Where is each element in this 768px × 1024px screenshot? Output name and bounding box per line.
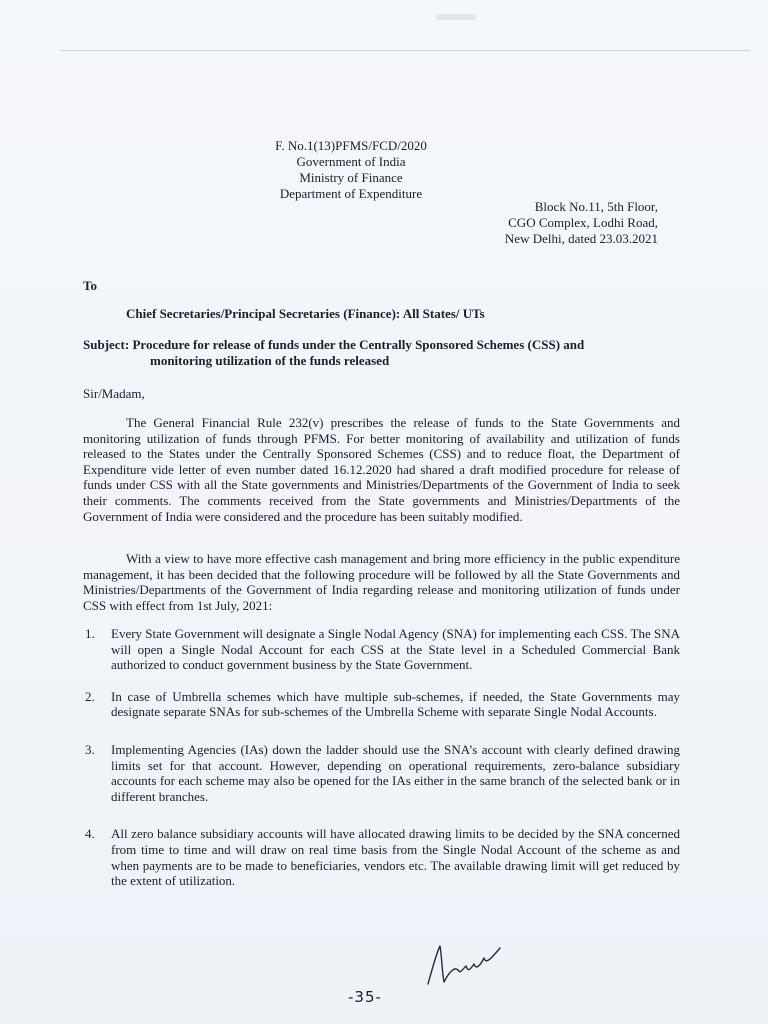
letterhead (236, 138, 466, 202)
page-number: -35- (348, 988, 382, 1006)
file-number: F. No.1(13)PFMS/FCD/2020 (275, 138, 427, 153)
list-item (83, 742, 680, 804)
department-name: Department of Expenditure (279, 186, 423, 201)
government-name: Government of India (296, 154, 406, 169)
subject-line-1: Procedure for release of funds under the Centrally Sponsored Schemes (CSS) and (132, 337, 585, 352)
address-line-1: Block No.11, 5th Floor, (534, 199, 658, 214)
procedure-list (83, 626, 680, 889)
list-item-number: 2. (85, 688, 95, 704)
list-item (83, 626, 680, 673)
list-item-text: In case of Umbrella schemes which have multiple sub-schemes, if needed, the State Governments may designate separate SNAs for sub-schemes of the Umbrella Scheme with separate Single Nodal Accounts. (111, 688, 680, 720)
list-item-number: 3. (85, 741, 95, 757)
subject-line-2: monitoring utilization of the funds released (150, 353, 390, 368)
address-line-3: New Delhi, dated 23.03.2021 (504, 231, 658, 246)
to-label: To (83, 278, 97, 293)
recipient: Chief Secretaries/Principal Secretaries (Finance): All States/ UTs (126, 306, 485, 321)
list-item (83, 689, 680, 720)
list-item-number: 1. (85, 626, 95, 641)
handwritten-signature (420, 940, 510, 990)
scan-smudge (436, 14, 476, 20)
paragraph-1: The General Financial Rule 232(v) prescribes the release of funds to the State Governments and monitoring utilization of funds through PFMS. For better monitoring of availability and utilization of funds released to the States under the Centrally Sponsored Schemes (CSS) and to reduce float, the Department of Expenditure vide letter of even number dated 16.12.2020 had shared a draft modified procedure for release of funds under CSS with all the State governments and Ministries/Departments of the Government of India to seek their comments. The comments received from the State governments and Ministries/Departments of the Government of India were considered and the procedure has been suitably modified. (83, 415, 680, 524)
list-item-text: Implementing Agencies (IAs) down the ladder should use the SNA’s account with clearly defined drawing limits set for that account. However, depending on operational requirements, zero-balance subsidiary accounts for each scheme may also be opened for the IAs either in the same branch of the selected bank or in different branches. (111, 741, 680, 804)
list-item-text: Every State Government will designate a Single Nodal Agency (SNA) for implementing each CSS. The SNA will open a Single Nodal Account for each CSS at the State level in a Scheduled Commercial Bank authorized to conduct government business by the State Government. (111, 626, 680, 673)
list-item-number: 4. (85, 826, 95, 842)
scan-edge-line (60, 50, 750, 51)
salutation: Sir/Madam, (83, 386, 145, 401)
ministry-name: Ministry of Finance (299, 170, 403, 185)
sender-address (505, 199, 658, 247)
list-item-text: All zero balance subsidiary accounts will have allocated drawing limits to be decided by the SNA concerned from time to time and will draw on real time basis from the Single Nodal Account of the scheme as and when payments are to be made to beneficiaries, vendors etc. The available drawing limit will get reduced by the extent of utilization. (111, 826, 680, 889)
paragraph-2: With a view to have more effective cash management and bring more efficiency in the public expenditure management, it has been decided that the following procedure will be followed by all the State Governments and Ministries/Departments of the Government of India regarding release and monitoring utilization of funds under CSS with effect from 1st July, 2021: (83, 551, 680, 613)
address-line-2: CGO Complex, Lodhi Road, (508, 215, 658, 230)
subject-label: Subject: (83, 337, 130, 352)
list-item (83, 826, 680, 888)
subject (83, 337, 683, 369)
